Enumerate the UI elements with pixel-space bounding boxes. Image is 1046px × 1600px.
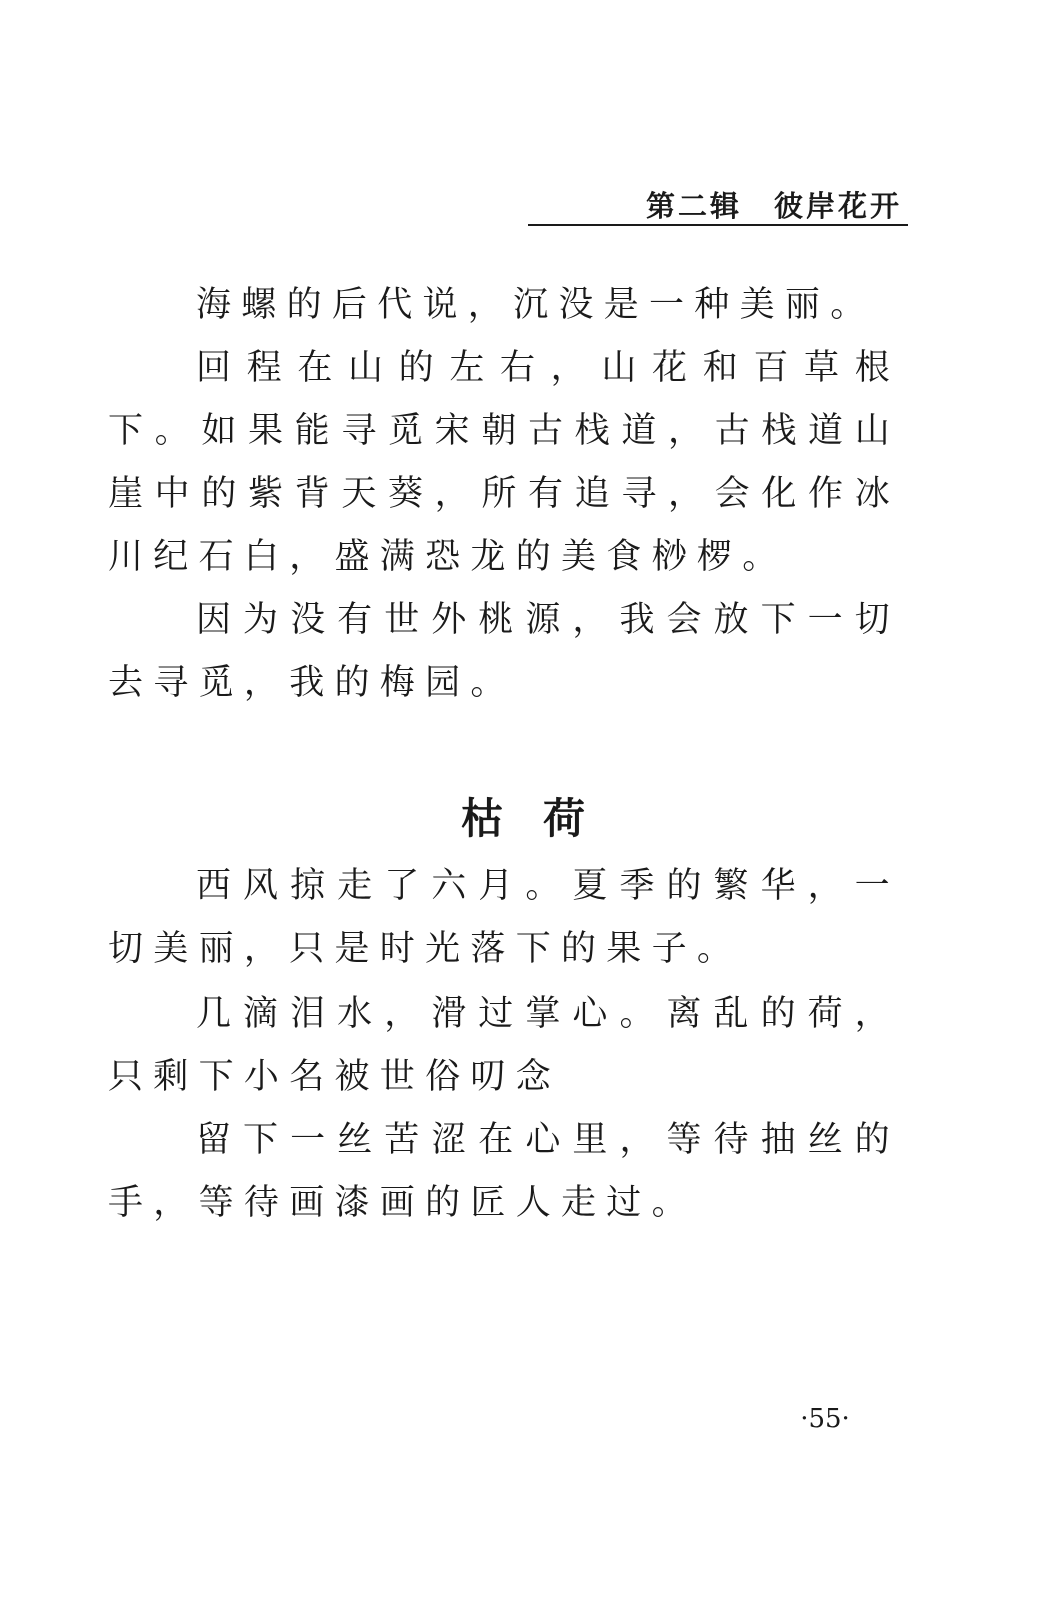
paragraph-6: 留下一丝苦涩在心里，等待抽丝的手，等待画漆画的匠人走过。 xyxy=(108,1120,900,1223)
running-header-title: 第二辑 彼岸花开 xyxy=(645,189,902,223)
header-rule xyxy=(528,224,908,226)
paragraph-2: 回程在山的左右，山花和百草根下。如果能寻觅宋朝古栈道，古栈道山崖中的紫背天葵，所有追寻，会化作冰川纪石白，盛满恐龙的美食桫椤。 xyxy=(108,348,900,577)
paragraph-4: 西风掠走了六月。夏季的繁华，一切美丽，只是时光落下的果子。 xyxy=(108,866,900,969)
paragraph-5: 几滴泪水，滑过掌心。离乱的荷，只剩下小名被世俗叨念 xyxy=(108,994,900,1097)
running-header xyxy=(528,184,908,226)
section-title: 枯荷 xyxy=(460,794,625,843)
page-number: ·55· xyxy=(800,1404,850,1434)
paragraph-3: 因为没有世外桃源，我会放下一切去寻觅，我的梅园。 xyxy=(108,600,900,703)
paragraph-1: 海螺的后代说，沉没是一种美丽。 xyxy=(196,285,876,325)
